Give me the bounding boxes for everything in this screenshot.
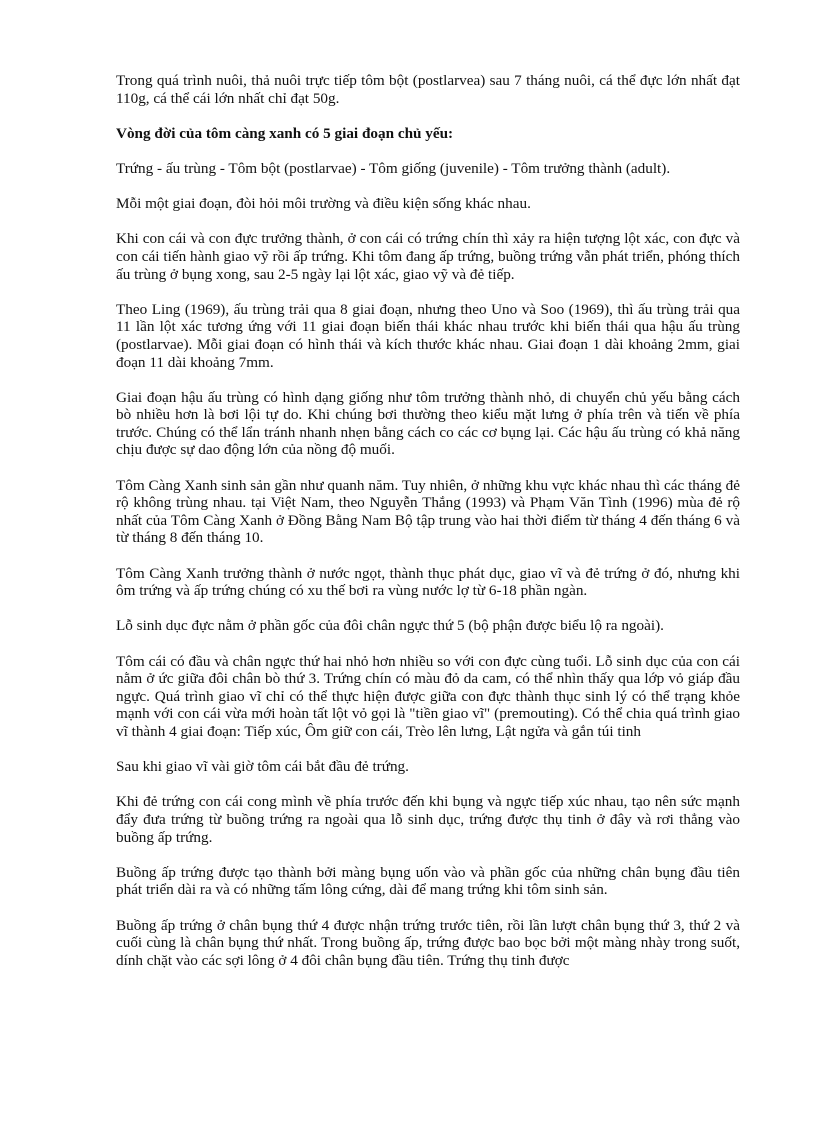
paragraph-postlarvae: Giai đoạn hậu ấu trùng có hình dạng giống như tôm trưởng thành nhỏ, di chuyển chủ yếu bằng cách bò nhiều hơn là bơi lội tự do. Khi chúng bơi thường theo kiểu mặt lưng ở phía trên và tiến về phía trước. Chúng có thể lẩn tránh nhanh nhẹn bằng cách co các cơ bụng lại. Các hậu ấu trùng có khả năng chịu được sự dao động lớn của nồng độ muối. — [116, 388, 740, 459]
paragraph-male-genital: Lỗ sinh dục đực nằm ở phần gốc của đôi chân ngực thứ 5 (bộ phận được biểu lộ ra ngoài). — [116, 617, 664, 635]
paragraph-stages: Trứng - ấu trùng - Tôm bột (postlarvae) - Tôm giống (juvenile) - Tôm trưởng thành (adult). — [116, 159, 671, 177]
paragraph-spawning-season: Tôm Càng Xanh sinh sản gần như quanh năm. Tuy nhiên, ở những khu vực khác nhau thì các tháng đẻ rộ không trùng nhau. tại Việt Nam, theo Nguyễn Thắng (1993) và Phạm Văn Tình (1996) mùa đẻ rộ nhất của Tôm Càng Xanh ở Đồng Bằng Nam Bộ tập trung vào hai thời điểm từ tháng 4 đến tháng 6 và từ tháng 8 đến tháng 10. — [116, 476, 740, 547]
paragraph-egg-attachment: Buồng ấp trứng ở chân bụng thứ 4 được nhận trứng trước tiên, rồi lần lượt chân bụng thứ 3, thứ 2 và cuối cùng là chân bụng thứ nhất. Trong buồng ấp, trứng được bao bọc bởi một màng nhày trong suốt, dính chặt vào các sợi lông ở 4 đôi chân bụng đầu tiên. Trứng thụ tinh được — [116, 916, 740, 969]
paragraph-egg-laying: Khi đẻ trứng con cái cong mình về phía trước đến khi bụng và ngực tiếp xúc nhau, tạo nên sức mạnh đẩy đưa trứng từ buồng trứng ra ngoài qua lỗ sinh dục, trứng được thụ tinh ở đây và rơi thẳng vào buồng ấp trứng. — [116, 793, 740, 846]
paragraph-brood-chamber: Buồng ấp trứng được tạo thành bởi màng bụng uốn vào và phần gốc của những chân bụng đầu tiên phát triển dài ra và có những tấm lông cứng, dài để mang trứng khi tôm sinh sản. — [116, 863, 740, 899]
document-page — [116, 72, 740, 987]
section-heading-life-cycle: Vòng đời của tôm càng xanh có 5 giai đoạn chủ yếu: — [116, 124, 454, 142]
paragraph-larval-stages: Theo Ling (1969), ấu trùng trải qua 8 giai đoạn, nhưng theo Uno và Soo (1969), thì ấu trùng trải qua 11 lần lột xác tương ứng với 11 giai đoạn biến thái khác nhau trước khi biến thái qua hậu ấu trùng (postlarvae). Mỗi giai đoạn có hình thái và kích thước khác nhau. Giai đoạn 1 dài khoảng 2mm, giai đoạn 11 dài khoảng 7mm. — [116, 300, 740, 371]
paragraph-freshwater: Tôm Càng Xanh trưởng thành ở nước ngọt, thành thục phát dục, giao vĩ và đẻ trứng ở đó, nhưng khi ôm trứng và ấp trứng chúng có xu thế bơi ra vùng nước lợ từ 6-18 phần ngàn. — [116, 564, 740, 600]
paragraph-female-mating: Tôm cái có đầu và chân ngực thứ hai nhỏ hơn nhiều so với con đực cùng tuổi. Lỗ sinh dục của con cái nằm ở ức giữa đôi chân bò thứ 3. Trứng chín có màu đỏ da cam, có thể nhìn thấy qua lớp vỏ giáp đầu ngực. Quá trình giao vĩ chỉ có thể thực hiện được giữa con đực thành thục sinh lý có thể trạng khỏe mạnh với con cái vừa mới hoàn tất lột vỏ gọi là "tiền giao vĩ" (premouting). Có thể chia quá trình giao vĩ thành 4 giai đoạn: Tiếp xúc, Ôm giữ con cái, Trèo lên lưng, Lật ngửa và gắn túi tinh — [116, 652, 740, 740]
paragraph-intro: Trong quá trình nuôi, thả nuôi trực tiếp tôm bột (postlarvea) sau 7 tháng nuôi, cá thể đực lớn nhất đạt 110g, cá thể cái lớn nhất chỉ đạt 50g. — [116, 72, 740, 107]
paragraph-environment: Mỗi một giai đoạn, đòi hỏi môi trường và điều kiện sống khác nhau. — [116, 195, 531, 213]
paragraph-molting: Khi con cái và con đực trưởng thành, ở con cái có trứng chín thì xảy ra hiện tượng lột xác, con đực và con cái tiến hành giao vỹ rồi ấp trứng. Khi tôm đang ấp trứng, buồng trứng vẫn phát triển, phóng thích ấu trùng ở bụng xong, sau 2-5 ngày lại lột xác, giao vỹ và đẻ tiếp. — [116, 230, 740, 283]
paragraph-after-mating: Sau khi giao vĩ vài giờ tôm cái bắt đầu đẻ trứng. — [116, 758, 409, 776]
